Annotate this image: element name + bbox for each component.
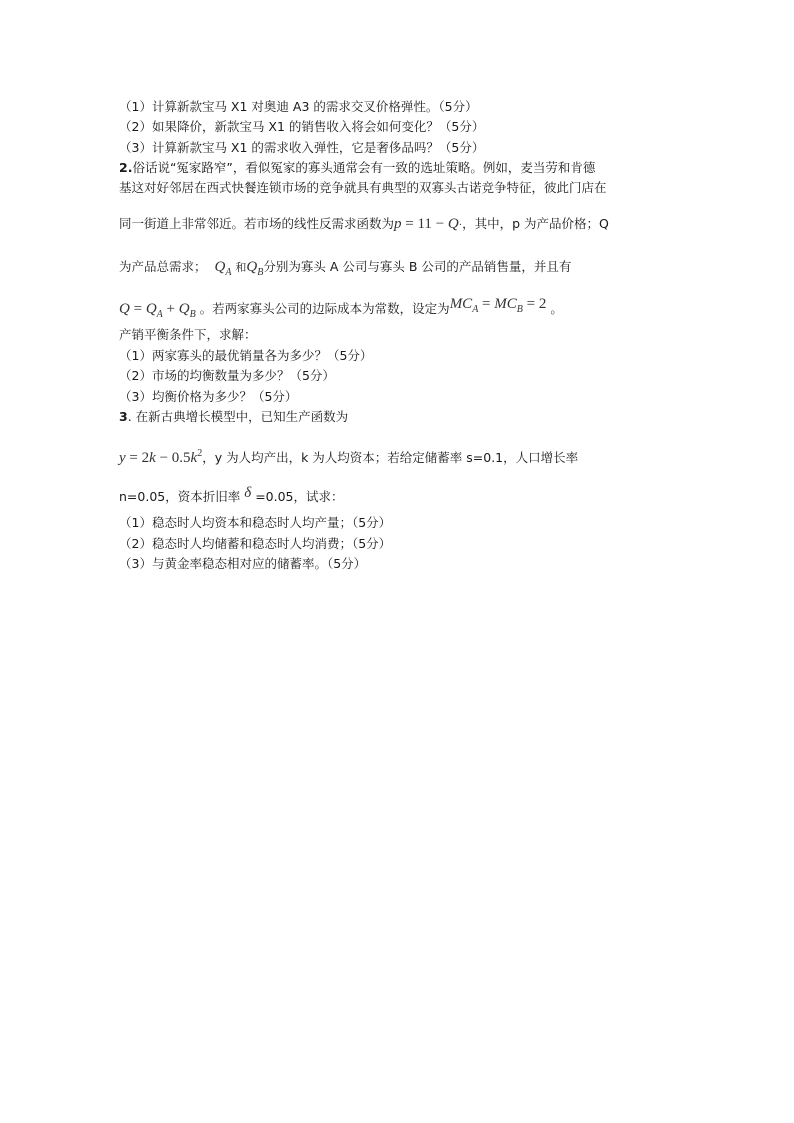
production-function-formula: $y = 2k - 0.5k^2$ [119,448,203,466]
q2-text-4b: 分别为寡头 A 公司与寡头 B 公司的产品销售量，并且有 [263,259,572,274]
q3-text-3b: =0.05，试求： [255,489,344,504]
q2-line-4 [119,258,571,282]
q3-item-3: （3）与黄金率稳态相对应的储蓄率。（5分） [119,556,367,571]
q2-item-3: （3）均衡价格为多少？（5分） [119,389,298,404]
total-quantity-formula: $Q = Q_A + Q_B$ [119,301,196,320]
marginal-cost-formula: $MC_A = MC_B = 2$ [449,296,547,315]
qb-formula: $Q_B$ [246,259,264,278]
q2-text-5b: 。 [550,301,563,316]
q2-line-3 [119,215,609,235]
q1-item-1: （1）计算新款宝马 X1 对奥迪 A3 的需求交叉价格弹性。（5分） [119,99,478,114]
q3-line-3 [119,485,344,506]
q2-text-3b: ，其中，p 为产品价格；Q [462,216,609,231]
qa-formula: $Q_A$ [214,259,232,278]
q2-text-3a: 同一街道上非常邻近。若市场的线性反需求函数为 [119,216,395,231]
q3-line-1 [119,408,348,426]
q2-text-1: 俗话说“冤家路窄”，看似冤家的寡头通常会有一致的选址策略。例如，麦当劳和肯德 [132,160,596,175]
q1-item-3: （3）计算新款宝马 X1 的需求收入弹性，它是奢侈品吗？（5分） [119,140,485,155]
demand-function-formula: p = 11 − Q· [394,216,463,232]
q2-text-5a: 。若两家寡头公司的边际成本为常数，设定为 [199,301,450,316]
q2-line-6: 产销平衡条件下，求解： [119,327,257,342]
q2-line-1 [119,159,595,177]
delta-symbol: δ [244,485,252,501]
q2-line-2: 基这对好邻居在西式快餐连锁市场的竞争就具有典型的双寡头古诺竞争特征，彼此门店在 [119,180,607,195]
q2-text-4a: 为产品总需求； [119,259,207,274]
q3-text-3a: n=0.05，资本折旧率 [119,489,241,504]
q3-number: 3 [119,409,128,424]
q3-line-2 [119,445,578,467]
q2-and: 和 [235,261,247,274]
q2-item-1: （1）两家寡头的最优销量各为多少？（5分） [119,348,373,363]
q2-number: 2. [119,160,133,175]
q3-item-1: （1）稳态时人均资本和稳态时人均产量；（5分） [119,515,392,530]
q3-item-2: （2）稳态时人均储蓄和稳态时人均消费；（5分） [119,536,392,551]
q3-text-2: ，y 为人均产出，k 为人均资本；若给定储蓄率 s=0.1，人口增长率 [202,450,579,465]
q1-item-2: （2）如果降价，新款宝马 X1 的销售收入将会如何变化？（5分） [119,119,485,134]
q3-intro: . 在新古典增长模型中，已知生产函数为 [127,409,349,424]
q2-line-5 [119,296,563,324]
q2-item-2: （2）市场的均衡数量为多少？（5分） [119,368,335,383]
